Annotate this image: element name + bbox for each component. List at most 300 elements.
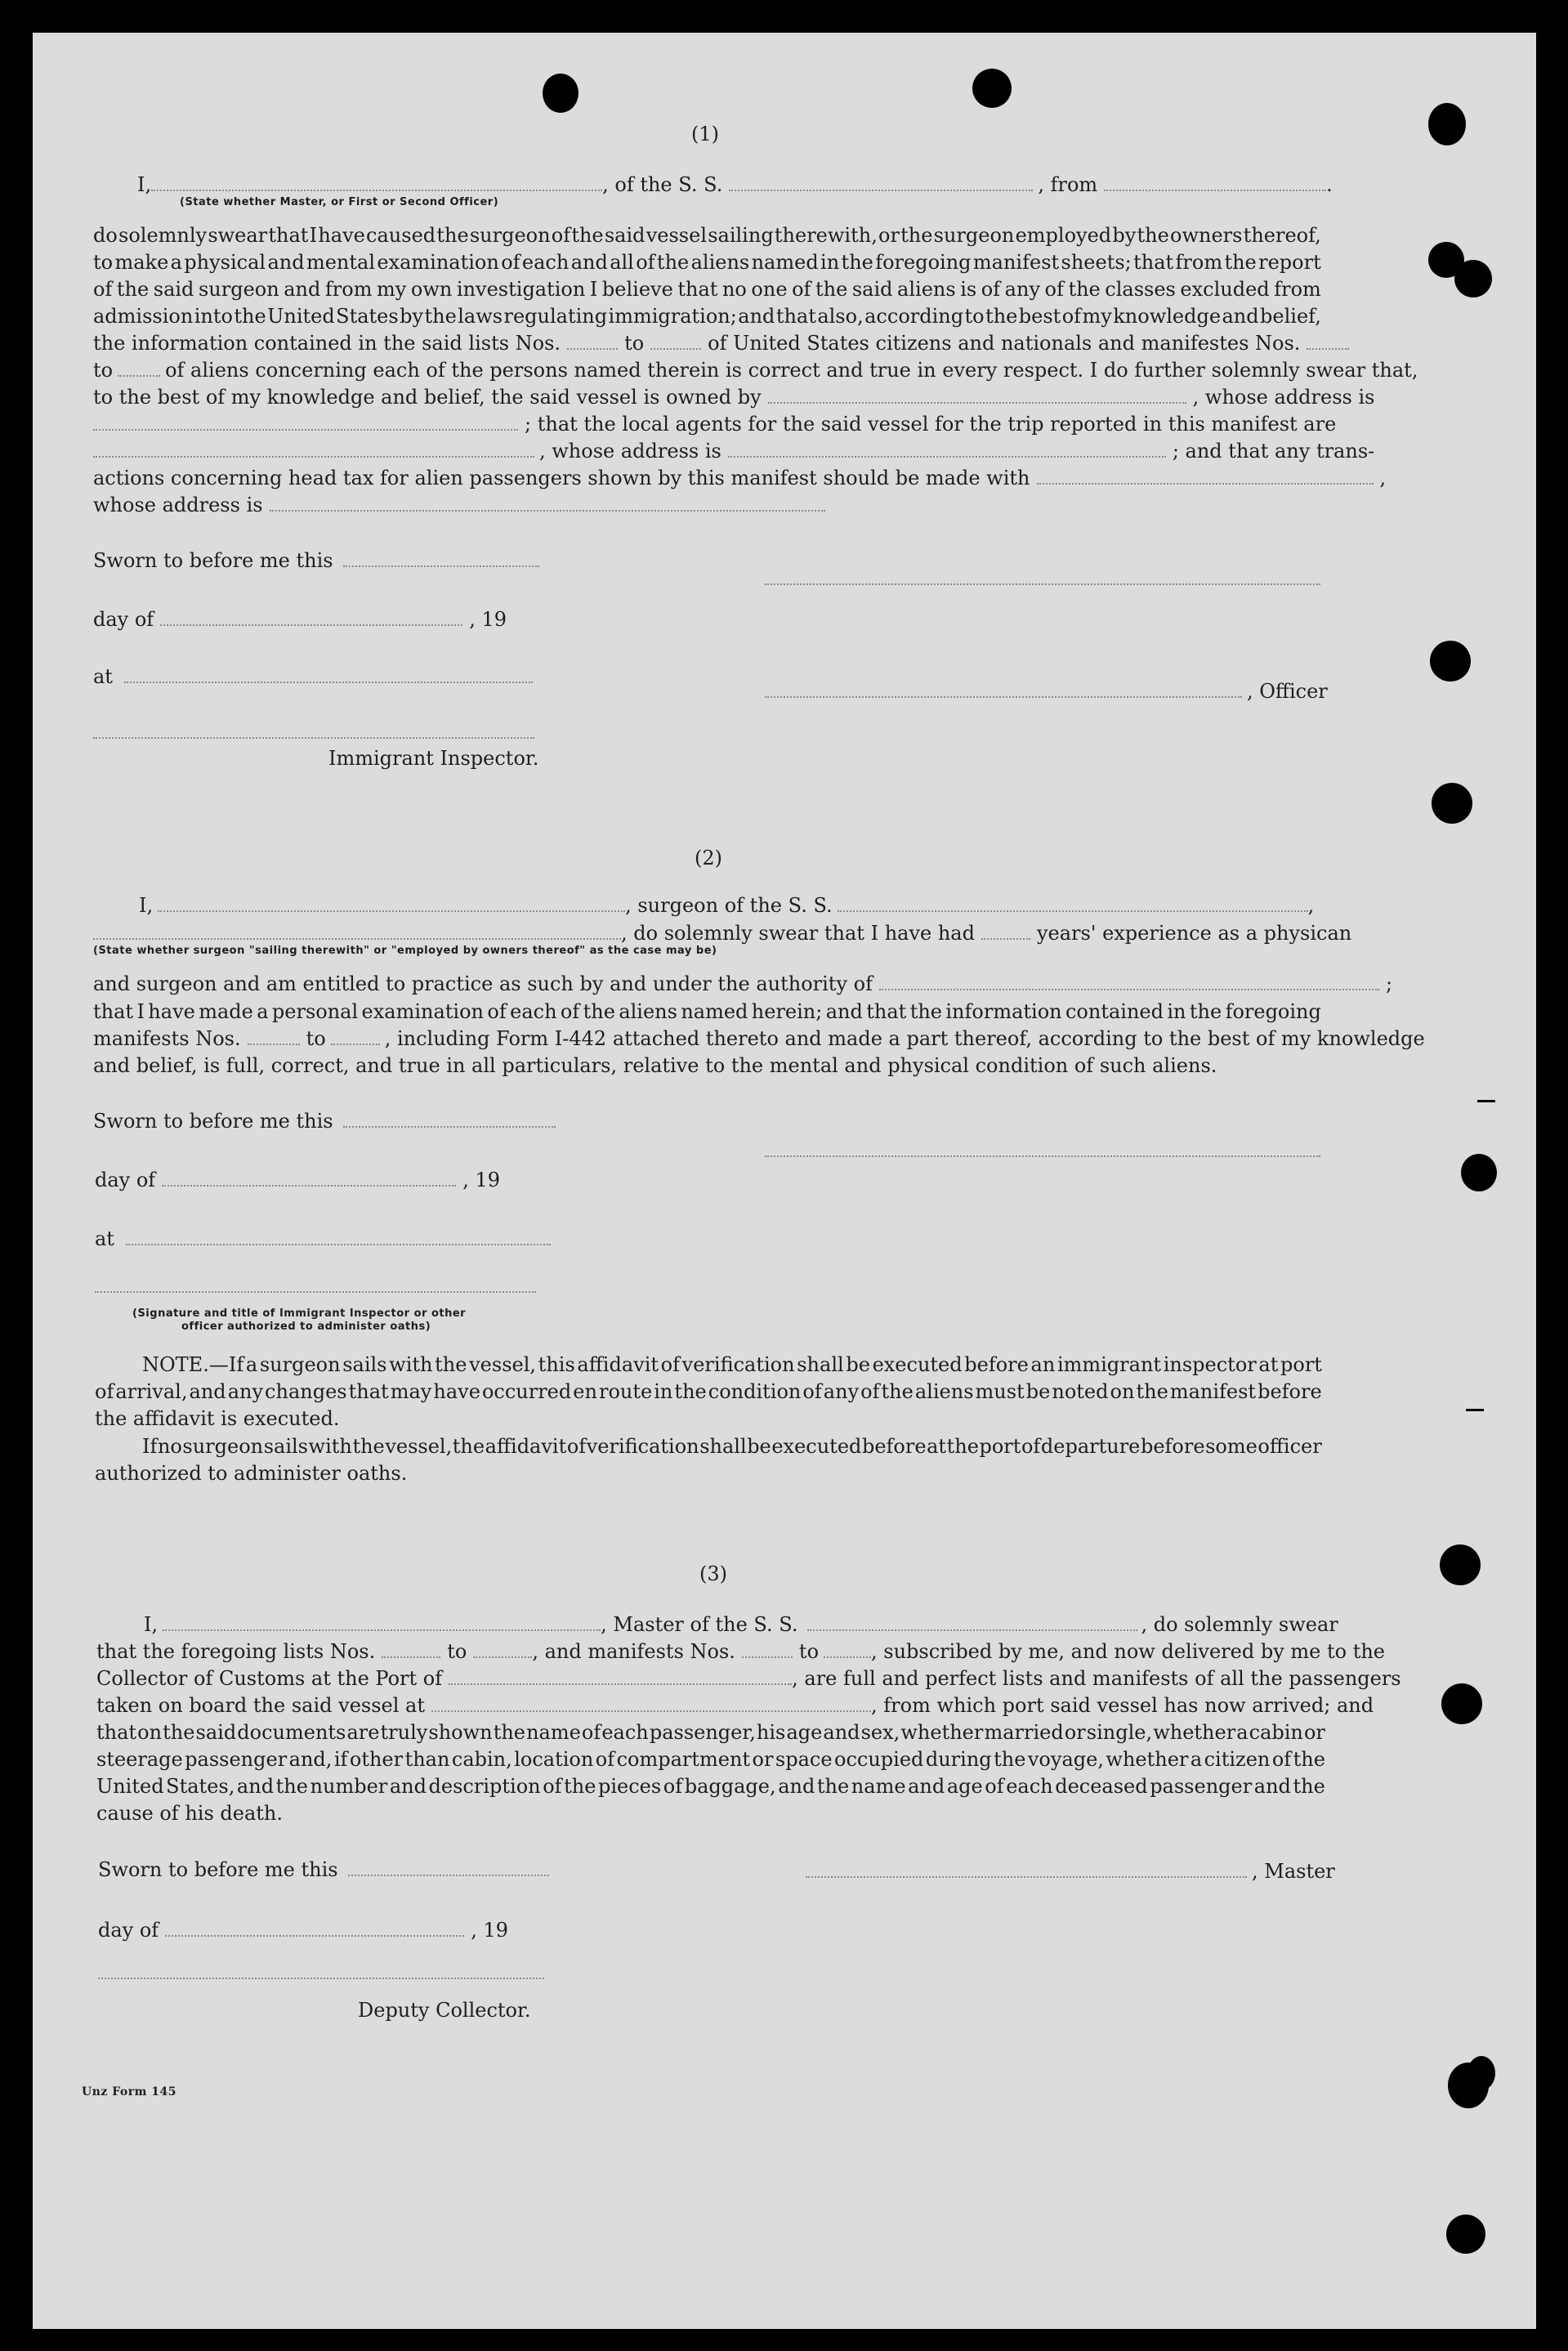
word: occupied	[834, 1748, 924, 1771]
word: executed	[872, 1353, 963, 1376]
s3-year-text: , 19	[471, 1919, 508, 1942]
s2-l5c: , including Form I-442 attached thereto and made a part thereof, according to the best of my knowledge	[384, 1027, 1425, 1050]
s1-line-11	[93, 492, 825, 518]
authority-field[interactable]	[879, 974, 1379, 990]
s2-manifests-from-field[interactable]	[248, 1029, 300, 1045]
word: United	[267, 305, 335, 328]
word: the	[815, 278, 848, 301]
s1-l10b: ,	[1379, 467, 1387, 489]
s2-l1b: , surgeon of the S. S.	[625, 894, 833, 917]
word: that	[775, 305, 816, 328]
word: married	[984, 1721, 1064, 1744]
word: if	[333, 1748, 348, 1771]
word: that	[866, 1000, 907, 1023]
s1-line-5	[93, 330, 1349, 356]
word: pieces	[598, 1775, 662, 1798]
word: of	[95, 1380, 114, 1403]
word: the	[841, 251, 873, 274]
agents-address-field[interactable]	[728, 441, 1166, 458]
s1-line-text	[93, 276, 1321, 302]
word: and,	[288, 1748, 333, 1771]
word: the	[994, 1748, 1026, 1771]
s1-sworn	[93, 548, 539, 574]
s3-l1a: I,	[144, 1613, 159, 1636]
word: affidavit	[485, 1435, 567, 1458]
s3-l2e: , subscribed by me, and now delivered by me to the	[871, 1640, 1385, 1663]
word: citizen	[1204, 1748, 1271, 1771]
word: from	[324, 278, 373, 301]
word: before	[861, 1435, 927, 1458]
vessel-name-field[interactable]	[729, 175, 1033, 191]
word: arrival,	[115, 1380, 188, 1403]
word: named	[751, 251, 819, 274]
word: than	[404, 1748, 450, 1771]
word: shall	[699, 1435, 747, 1458]
s1-officer-signature-field[interactable]	[765, 682, 1242, 698]
lists-to-field[interactable]	[650, 333, 701, 350]
s3-l2d: to	[798, 1640, 820, 1663]
s1-l7b: , whose address is	[1192, 386, 1375, 409]
s1-l5b: to	[624, 332, 645, 355]
word: whether	[1106, 1748, 1189, 1771]
manifests-from-field[interactable]	[1307, 333, 1349, 350]
from-port-field[interactable]	[1104, 175, 1326, 191]
word: sex,	[860, 1721, 900, 1744]
punch-hole	[543, 74, 579, 113]
s3-day-month-field[interactable]	[165, 1920, 464, 1937]
s1-l9b: ; and that any trans-	[1172, 440, 1375, 463]
word: must	[975, 1380, 1025, 1403]
taken-on-board-field[interactable]	[431, 1696, 871, 1712]
s2-line-6: and belief, is full, correct, and true in all particulars, relative to the mental and physical condition of such aliens.	[93, 1054, 1217, 1077]
word: compartment	[616, 1748, 751, 1771]
s3-day-of	[98, 1917, 508, 1943]
s2-l1a: I,	[139, 894, 154, 917]
word: deceased	[1055, 1775, 1148, 1798]
s1-at-text: at	[93, 665, 113, 688]
word: to	[964, 305, 985, 328]
master-name-field[interactable]	[151, 175, 602, 191]
s1-l9a: , whose address is	[539, 440, 721, 463]
word: I	[309, 224, 318, 247]
word: passenger,	[649, 1721, 756, 1744]
s2-manifests-to-field[interactable]	[331, 1029, 380, 1045]
s1-day-of	[93, 606, 507, 632]
word: any	[823, 1380, 860, 1403]
word: of	[1021, 1435, 1041, 1458]
form-number: Unz Form 145	[82, 2085, 177, 2098]
punch-hole	[972, 69, 1012, 108]
s1-inspector-signature-line[interactable]	[93, 737, 534, 739]
s3-manifests-from-field[interactable]	[742, 1642, 793, 1658]
note-line	[142, 1433, 1322, 1459]
word: the	[656, 251, 690, 274]
word: of	[1271, 1748, 1292, 1771]
s1-first-line	[137, 172, 1333, 198]
word: by	[1112, 224, 1137, 247]
word: location	[514, 1748, 594, 1771]
word: in	[1167, 1000, 1186, 1023]
word: of	[543, 1775, 562, 1798]
s3-line-1	[144, 1611, 1338, 1638]
s2-line-4	[93, 999, 1321, 1025]
s1-year-text: , 19	[469, 608, 507, 631]
s3-l2c: , and manifests Nos.	[532, 1640, 735, 1663]
s3-l3b: , are full and perfect lists and manifests of all the passengers	[792, 1667, 1401, 1690]
s3-l2a: that the foregoing lists Nos.	[96, 1640, 376, 1663]
s1-end: .	[1326, 173, 1333, 196]
word: age	[786, 1721, 823, 1744]
word: the	[435, 1353, 467, 1376]
word: that	[677, 278, 718, 301]
word: surgeon	[198, 278, 279, 301]
word: United	[96, 1775, 164, 1798]
word: and	[284, 278, 321, 301]
s2-l2b: years' experience as a physican	[1036, 922, 1352, 945]
word: a	[245, 1353, 258, 1376]
word: immigrant	[1057, 1353, 1162, 1376]
word: and	[778, 1775, 815, 1798]
word: of	[860, 1380, 880, 1403]
word: the	[564, 1775, 596, 1798]
word: to	[93, 251, 114, 274]
word: of	[551, 224, 571, 247]
word: States,	[166, 1775, 235, 1798]
word: admission	[93, 305, 194, 328]
s3-lists-to-field[interactable]	[473, 1642, 532, 1658]
word: officer	[1258, 1435, 1322, 1458]
word: swear	[208, 224, 268, 247]
s2-line-3	[93, 971, 1392, 997]
word: aliens	[897, 278, 956, 301]
word: examination	[361, 1000, 485, 1023]
s2-l4	[93, 999, 1321, 1025]
s1-l11a: whose address is	[93, 494, 263, 516]
s2-year-text: , 19	[462, 1169, 500, 1191]
word: said	[604, 224, 646, 247]
word: sails	[342, 1353, 387, 1376]
word: physical	[184, 251, 266, 274]
s3-master-text: , Master	[1252, 1860, 1335, 1883]
word: cabin,	[451, 1748, 512, 1771]
edge-mark	[1466, 1409, 1484, 1411]
word: regulating	[503, 305, 608, 328]
word: of	[1061, 305, 1082, 328]
s2-line-1	[139, 892, 1314, 918]
word: departure	[1040, 1435, 1141, 1458]
word: my	[377, 278, 407, 301]
word: said	[153, 278, 194, 301]
local-agents-field[interactable]	[93, 441, 534, 458]
word: I	[136, 1000, 145, 1023]
word: whether	[1153, 1721, 1236, 1744]
word: shall	[797, 1353, 844, 1376]
s3-deputy-signature-line[interactable]	[98, 1978, 544, 1979]
word: or	[878, 224, 900, 247]
s2-sworn-date-field[interactable]	[343, 1111, 556, 1128]
word: I	[589, 278, 598, 301]
s2-vessel-field[interactable]	[838, 896, 1308, 912]
s1-officer-text: , Officer	[1247, 680, 1328, 703]
word: age	[946, 1775, 983, 1798]
word: also,	[817, 305, 864, 328]
s1-day-of-text: day of	[93, 608, 154, 631]
word: into	[194, 305, 233, 328]
word: and	[908, 1775, 945, 1798]
s3-l1b: , Master of the S. S.	[601, 1613, 798, 1636]
s2-place-field[interactable]	[126, 1229, 551, 1245]
word: have	[148, 1000, 195, 1023]
s3-l4a: taken on board the said vessel at	[96, 1694, 425, 1717]
s2-l5a: manifests Nos.	[93, 1027, 241, 1050]
word: before	[1258, 1380, 1322, 1403]
word: of	[802, 1380, 822, 1403]
word: space	[775, 1748, 833, 1771]
s3-deputy: Deputy Collector.	[358, 1999, 531, 2022]
s1-line-text	[93, 249, 1321, 275]
word: of	[636, 251, 655, 274]
s1-line-6	[93, 357, 1418, 383]
s1-l8a: ; that the local agents for the said vessel for the trip reported in this manifest are	[525, 413, 1337, 436]
word: this	[538, 1353, 575, 1376]
word: of	[985, 1775, 1004, 1798]
word: of	[487, 1000, 507, 1023]
word: all	[610, 251, 634, 274]
word: name	[851, 1775, 906, 1798]
note-text	[142, 1433, 1322, 1459]
surgeon-status-field[interactable]	[93, 923, 621, 940]
s3-manifests-to-field[interactable]	[824, 1642, 871, 1658]
surgeon-name-field[interactable]	[158, 896, 625, 912]
word: the	[1293, 1775, 1325, 1798]
word: on	[137, 1721, 163, 1744]
word: make	[114, 251, 169, 274]
s2-surgeon-signature-line[interactable]	[765, 1155, 1320, 1157]
word: description	[428, 1775, 541, 1798]
collector-port-field[interactable]	[449, 1669, 792, 1685]
s1-l5a: the information contained in the said lists Nos.	[93, 332, 561, 355]
word: vessel,	[469, 1353, 537, 1376]
word: by	[400, 305, 424, 328]
s2-sworn-text: Sworn to before me this	[93, 1110, 333, 1133]
head-tax-contact-field[interactable]	[1037, 468, 1374, 485]
word: the	[1293, 1748, 1325, 1771]
word: are	[346, 1721, 380, 1744]
s1-line-text	[93, 222, 1321, 248]
punch-hole	[1467, 2056, 1495, 2090]
word: thereof,	[1243, 224, 1321, 247]
s1-line	[93, 222, 1321, 248]
s2-sworn	[93, 1108, 556, 1134]
word: believe	[601, 278, 673, 301]
word: of	[566, 1435, 587, 1458]
punch-hole	[1428, 103, 1466, 145]
head-tax-address-field[interactable]	[270, 495, 825, 512]
word: of	[660, 1353, 681, 1376]
word: inspector	[1163, 1353, 1257, 1376]
word: the	[900, 224, 933, 247]
word: steerage	[96, 1748, 183, 1771]
punch-hole	[1461, 1154, 1497, 1191]
note-line: the affidavit is executed.	[95, 1407, 340, 1430]
word: foregoing	[1225, 1000, 1321, 1023]
word: examination	[377, 251, 499, 274]
s3-sworn-text: Sworn to before me this	[98, 1858, 338, 1881]
word: any	[1004, 278, 1040, 301]
s2-l5b: to	[306, 1027, 326, 1050]
word: at	[1258, 1353, 1279, 1376]
s1-line-10	[93, 465, 1386, 491]
note-text	[142, 1352, 1322, 1378]
word: the	[583, 1000, 615, 1023]
word: investigation	[456, 278, 586, 301]
word: surgeon	[259, 1353, 341, 1376]
s3-lists-from-field[interactable]	[382, 1642, 440, 1658]
word: the	[1137, 224, 1169, 247]
word: and	[570, 251, 608, 274]
note-line	[142, 1352, 1322, 1378]
s1-line	[93, 249, 1321, 275]
s3-line	[96, 1746, 1325, 1772]
word: that	[268, 224, 309, 247]
s1-line-text	[93, 303, 1321, 329]
s3-l1c: , do solemnly swear	[1141, 1613, 1338, 1636]
s1-l6a: to	[93, 359, 114, 382]
word: other	[349, 1748, 404, 1771]
word: one	[751, 278, 788, 301]
word: sails	[263, 1435, 308, 1458]
s1-line-8	[93, 411, 1336, 437]
s3-l3a: Collector of Customs at the Port of	[96, 1667, 443, 1690]
word: that	[96, 1721, 137, 1744]
note-line: authorized to administer oaths.	[95, 1462, 408, 1485]
word: occurred	[481, 1380, 572, 1403]
word: surgeon	[933, 224, 1015, 247]
s1-i: I,	[137, 173, 152, 196]
punch-hole	[1430, 641, 1471, 682]
word: cabin	[1249, 1721, 1303, 1744]
s1-day-month-field[interactable]	[160, 610, 462, 626]
word: classes	[1105, 278, 1176, 301]
s2-caption: (State whether surgeon "sailing therewith" or "employed by owners thereof" as the case may be)	[93, 945, 717, 957]
word: an	[1030, 1353, 1056, 1376]
lists-from-field[interactable]	[567, 333, 618, 350]
word: of	[981, 278, 1001, 301]
word: and	[236, 1775, 275, 1798]
word: laws	[458, 305, 503, 328]
s2-line-5	[93, 1026, 1425, 1052]
s1-l10a: actions concerning head tax for alien passengers shown by this manifest should be made with	[93, 467, 1030, 489]
s3-sworn-date-field[interactable]	[348, 1860, 549, 1876]
word: with	[308, 1435, 352, 1458]
s3-sworn	[98, 1857, 549, 1883]
word: my	[1082, 305, 1112, 328]
word: have	[433, 1380, 480, 1403]
s2-l3b: ;	[1385, 972, 1393, 995]
word: the	[674, 1380, 707, 1403]
s2-inspector-signature-line[interactable]	[95, 1291, 536, 1293]
word: a	[1236, 1721, 1249, 1744]
word: documents	[237, 1721, 346, 1744]
word: and	[1253, 1775, 1291, 1798]
word: of	[595, 1748, 615, 1771]
s3-day-of-text: day of	[98, 1919, 159, 1942]
word: vessel,	[385, 1435, 453, 1458]
word: contained	[1065, 1000, 1164, 1023]
word: manifest	[972, 251, 1060, 274]
note-text	[95, 1379, 1322, 1405]
word: the	[424, 305, 457, 328]
word: a	[170, 251, 182, 274]
s2-day-of	[95, 1167, 500, 1193]
s2-day-of-text: day of	[95, 1169, 156, 1191]
s1-from: , from	[1038, 173, 1098, 196]
word: the	[985, 305, 1018, 328]
s1-officer-line	[765, 678, 1328, 704]
word: in	[654, 1380, 673, 1403]
word: the	[946, 1435, 979, 1458]
years-experience-field[interactable]	[981, 923, 1030, 940]
word: aliens	[619, 1000, 677, 1023]
word: therewith,	[774, 224, 878, 247]
word: no	[721, 278, 747, 301]
s3-vessel-field[interactable]	[807, 1615, 1137, 1631]
word: said	[195, 1721, 237, 1744]
word: sailing	[708, 224, 774, 247]
word: some	[1205, 1435, 1258, 1458]
s3-master-signature-field[interactable]	[806, 1862, 1247, 1878]
s1-sworn-text: Sworn to before me this	[93, 549, 333, 572]
s1-signature-line[interactable]	[765, 583, 1320, 585]
s1-of-ss: , of the S. S.	[602, 173, 723, 196]
manifests-to-field[interactable]	[118, 360, 160, 377]
word: each	[1006, 1775, 1053, 1798]
s3-l2b: to	[447, 1640, 467, 1663]
owner-address-field[interactable]	[93, 414, 518, 431]
s2-l2a: , do solemnly swear that I have had	[621, 922, 975, 945]
s1-place-field[interactable]	[124, 667, 533, 683]
s2-day-month-field[interactable]	[162, 1170, 456, 1187]
word: be	[1025, 1380, 1051, 1403]
word: that	[348, 1380, 389, 1403]
word: each	[521, 251, 570, 274]
s3-master-name-field[interactable]	[163, 1615, 601, 1631]
word: aliens	[914, 1380, 974, 1403]
edge-mark	[1477, 1100, 1495, 1102]
s1-sworn-date-field[interactable]	[343, 551, 539, 567]
owner-field[interactable]	[768, 387, 1186, 404]
word: the	[571, 224, 604, 247]
word: according	[864, 305, 964, 328]
section-1-heading: (1)	[691, 123, 719, 145]
word: aliens	[690, 251, 750, 274]
s2-sig-caption-2: officer authorized to administer oaths)	[181, 1321, 431, 1333]
word: the	[1136, 1380, 1168, 1403]
word: If	[142, 1435, 158, 1458]
s2-l1c: ,	[1307, 894, 1315, 917]
word: the	[493, 1721, 526, 1744]
s3-master-line	[806, 1858, 1335, 1884]
word: on	[1110, 1380, 1135, 1403]
word: and	[389, 1775, 427, 1798]
word: before	[1140, 1435, 1205, 1458]
word: at	[927, 1435, 947, 1458]
word: of	[663, 1775, 683, 1798]
word: from	[1274, 278, 1321, 301]
word: no	[157, 1435, 182, 1458]
word: each	[601, 1721, 649, 1744]
word: passenger	[1150, 1775, 1253, 1798]
